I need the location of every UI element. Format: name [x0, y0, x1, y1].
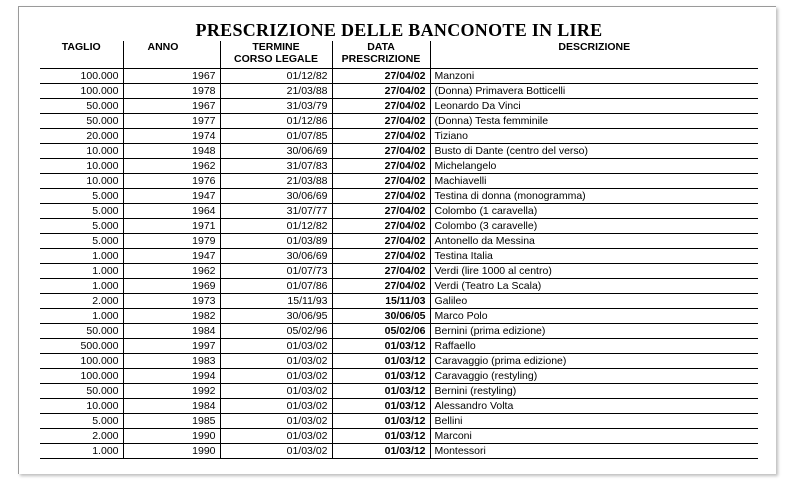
anno-cell: 1979	[123, 234, 220, 249]
prescrizione-cell: 30/06/05	[332, 309, 430, 324]
descrizione-cell: Machiavelli	[430, 174, 758, 189]
header-termine-line1: TERMINE	[252, 41, 300, 53]
prescrizione-cell: 27/04/02	[332, 144, 430, 159]
prescrizione-cell: 27/04/02	[332, 114, 430, 129]
table-row	[40, 384, 758, 399]
descrizione-cell: Leonardo Da Vinci	[430, 99, 758, 114]
taglio-cell: 100.000	[40, 84, 123, 99]
descrizione-cell: Testina di donna (monogramma)	[430, 189, 758, 204]
taglio-cell: 1.000	[40, 444, 123, 459]
descrizione-cell: Verdi (lire 1000 al centro)	[430, 264, 758, 279]
descrizione-cell: Manzoni	[430, 69, 758, 84]
taglio-cell: 2.000	[40, 294, 123, 309]
table-row	[40, 219, 758, 234]
table-row	[40, 189, 758, 204]
termine-cell: 30/06/69	[220, 249, 332, 264]
anno-cell: 1990	[123, 429, 220, 444]
prescrizione-cell: 01/03/12	[332, 354, 430, 369]
prescrizione-cell: 01/03/12	[332, 444, 430, 459]
anno-cell: 1947	[123, 189, 220, 204]
descrizione-cell: Colombo (3 caravelle)	[430, 219, 758, 234]
table-row	[40, 99, 758, 114]
prescrizione-cell: 27/04/02	[332, 174, 430, 189]
anno-cell: 1976	[123, 174, 220, 189]
termine-cell: 21/03/88	[220, 174, 332, 189]
descrizione-cell: Caravaggio (prima edizione)	[430, 354, 758, 369]
taglio-cell: 10.000	[40, 399, 123, 414]
prescrizione-cell: 01/03/12	[332, 339, 430, 354]
termine-cell: 01/03/02	[220, 384, 332, 399]
prescrizione-cell: 27/04/02	[332, 189, 430, 204]
taglio-cell: 2.000	[40, 429, 123, 444]
descrizione-cell: Galileo	[430, 294, 758, 309]
anno-cell: 1964	[123, 204, 220, 219]
table-row	[40, 264, 758, 279]
anno-cell: 1947	[123, 249, 220, 264]
taglio-cell: 5.000	[40, 414, 123, 429]
taglio-cell: 10.000	[40, 144, 123, 159]
termine-cell: 01/03/02	[220, 429, 332, 444]
prescrizione-cell: 27/04/02	[332, 204, 430, 219]
table-row	[40, 354, 758, 369]
header-termine-line2: CORSO LEGALE	[233, 53, 318, 65]
termine-cell: 31/07/77	[220, 204, 332, 219]
anno-cell: 1985	[123, 414, 220, 429]
anno-cell: 1962	[123, 264, 220, 279]
taglio-cell: 20.000	[40, 129, 123, 144]
prescrizione-cell: 27/04/02	[332, 249, 430, 264]
termine-cell: 05/02/96	[220, 324, 332, 339]
termine-cell: 15/11/93	[220, 294, 332, 309]
descrizione-cell: (Donna) Primavera Botticelli	[430, 84, 758, 99]
table-row	[40, 69, 758, 84]
taglio-cell: 50.000	[40, 324, 123, 339]
taglio-cell: 50.000	[40, 384, 123, 399]
anno-cell: 1969	[123, 279, 220, 294]
taglio-cell: 500.000	[40, 339, 123, 354]
table-row	[40, 144, 758, 159]
termine-cell: 01/07/86	[220, 279, 332, 294]
anno-cell: 1974	[123, 129, 220, 144]
taglio-cell: 100.000	[40, 369, 123, 384]
prescrizione-cell: 27/04/02	[332, 264, 430, 279]
anno-cell: 1984	[123, 324, 220, 339]
prescrizione-cell: 01/03/12	[332, 399, 430, 414]
page-title: PRESCRIZIONE DELLE BANCONOTE IN LIRE	[195, 20, 603, 40]
descrizione-cell: Caravaggio (restyling)	[430, 369, 758, 384]
termine-cell: 01/12/86	[220, 114, 332, 129]
table-row	[40, 159, 758, 174]
header-data-prescrizione	[332, 41, 430, 69]
taglio-cell: 5.000	[40, 219, 123, 234]
table-row	[40, 84, 758, 99]
table-row	[40, 279, 758, 294]
descrizione-cell: Verdi (Teatro La Scala)	[430, 279, 758, 294]
taglio-cell: 10.000	[40, 174, 123, 189]
termine-cell: 30/06/69	[220, 144, 332, 159]
anno-cell: 1967	[123, 99, 220, 114]
prescrizione-cell: 15/11/03	[332, 294, 430, 309]
termine-cell: 01/03/02	[220, 444, 332, 459]
descrizione-cell: Bernini (prima edizione)	[430, 324, 758, 339]
prescrizione-cell: 27/04/02	[332, 84, 430, 99]
prescrizione-cell: 05/02/06	[332, 324, 430, 339]
descrizione-cell: Marconi	[430, 429, 758, 444]
descrizione-cell: Busto di Dante (centro del verso)	[430, 144, 758, 159]
taglio-cell: 50.000	[40, 114, 123, 129]
anno-cell: 1973	[123, 294, 220, 309]
prescrizione-cell: 01/03/12	[332, 384, 430, 399]
anno-cell: 1948	[123, 144, 220, 159]
termine-cell: 01/03/02	[220, 414, 332, 429]
table-row	[40, 444, 758, 459]
table-row	[40, 309, 758, 324]
taglio-cell: 50.000	[40, 99, 123, 114]
prescrizione-cell: 27/04/02	[332, 69, 430, 84]
table-row	[40, 399, 758, 414]
table-row	[40, 414, 758, 429]
taglio-cell: 1.000	[40, 279, 123, 294]
anno-cell: 1982	[123, 309, 220, 324]
descrizione-cell: Tiziano	[430, 129, 758, 144]
taglio-cell: 10.000	[40, 159, 123, 174]
taglio-cell: 5.000	[40, 204, 123, 219]
descrizione-cell: Bernini (restyling)	[430, 384, 758, 399]
table-row	[40, 294, 758, 309]
prescrizione-cell: 01/03/12	[332, 429, 430, 444]
taglio-cell: 5.000	[40, 234, 123, 249]
termine-cell: 01/07/73	[220, 264, 332, 279]
banknotes-table	[40, 41, 758, 459]
anno-cell: 1978	[123, 84, 220, 99]
termine-cell: 01/03/02	[220, 399, 332, 414]
descrizione-cell: Bellini	[430, 414, 758, 429]
termine-cell: 01/03/02	[220, 339, 332, 354]
table-row	[40, 234, 758, 249]
anno-cell: 1983	[123, 354, 220, 369]
table-row	[40, 249, 758, 264]
termine-cell: 21/03/88	[220, 84, 332, 99]
table-row	[40, 174, 758, 189]
taglio-cell: 5.000	[40, 189, 123, 204]
header-taglio: TAGLIO	[40, 41, 123, 69]
prescrizione-cell: 27/04/02	[332, 279, 430, 294]
descrizione-cell: (Donna) Testa femminile	[430, 114, 758, 129]
anno-cell: 1992	[123, 384, 220, 399]
taglio-cell: 1.000	[40, 264, 123, 279]
table-row	[40, 129, 758, 144]
table-row	[40, 429, 758, 444]
anno-cell: 1977	[123, 114, 220, 129]
descrizione-cell: Michelangelo	[430, 159, 758, 174]
taglio-cell: 1.000	[40, 249, 123, 264]
descrizione-cell: Montessori	[430, 444, 758, 459]
termine-cell: 01/07/85	[220, 129, 332, 144]
prescrizione-cell: 01/03/12	[332, 414, 430, 429]
termine-cell: 01/03/02	[220, 369, 332, 384]
table-row	[40, 369, 758, 384]
descrizione-cell: Raffaello	[430, 339, 758, 354]
anno-cell: 1990	[123, 444, 220, 459]
descrizione-cell: Alessandro Volta	[430, 399, 758, 414]
header-descrizione: DESCRIZIONE	[430, 41, 758, 69]
anno-cell: 1962	[123, 159, 220, 174]
header-data-line1: DATA	[367, 41, 395, 53]
table-header	[40, 41, 758, 69]
termine-cell: 31/07/83	[220, 159, 332, 174]
table-body	[40, 69, 758, 459]
table-row	[40, 324, 758, 339]
taglio-cell: 100.000	[40, 69, 123, 84]
table-row	[40, 204, 758, 219]
prescrizione-cell: 27/04/02	[332, 129, 430, 144]
header-termine-corso-legale	[220, 41, 332, 69]
taglio-cell: 1.000	[40, 309, 123, 324]
anno-cell: 1971	[123, 219, 220, 234]
termine-cell: 01/12/82	[220, 219, 332, 234]
header-row	[40, 41, 758, 69]
table-row	[40, 339, 758, 354]
descrizione-cell: Antonello da Messina	[430, 234, 758, 249]
prescrizione-cell: 27/04/02	[332, 159, 430, 174]
anno-cell: 1984	[123, 399, 220, 414]
table-row	[40, 114, 758, 129]
header-data-line2: PRESCRIZIONE	[341, 53, 421, 65]
anno-cell: 1994	[123, 369, 220, 384]
header-anno: ANNO	[123, 41, 220, 69]
termine-cell: 30/06/95	[220, 309, 332, 324]
anno-cell: 1967	[123, 69, 220, 84]
prescrizione-cell: 01/03/12	[332, 369, 430, 384]
descrizione-cell: Marco Polo	[430, 309, 758, 324]
termine-cell: 01/12/82	[220, 69, 332, 84]
termine-cell: 01/03/02	[220, 354, 332, 369]
descrizione-cell: Colombo (1 caravella)	[430, 204, 758, 219]
anno-cell: 1997	[123, 339, 220, 354]
descrizione-cell: Testina Italia	[430, 249, 758, 264]
taglio-cell: 100.000	[40, 354, 123, 369]
termine-cell: 31/03/79	[220, 99, 332, 114]
termine-cell: 30/06/69	[220, 189, 332, 204]
prescrizione-cell: 27/04/02	[332, 234, 430, 249]
prescrizione-cell: 27/04/02	[332, 99, 430, 114]
prescrizione-cell: 27/04/02	[332, 219, 430, 234]
termine-cell: 01/03/89	[220, 234, 332, 249]
